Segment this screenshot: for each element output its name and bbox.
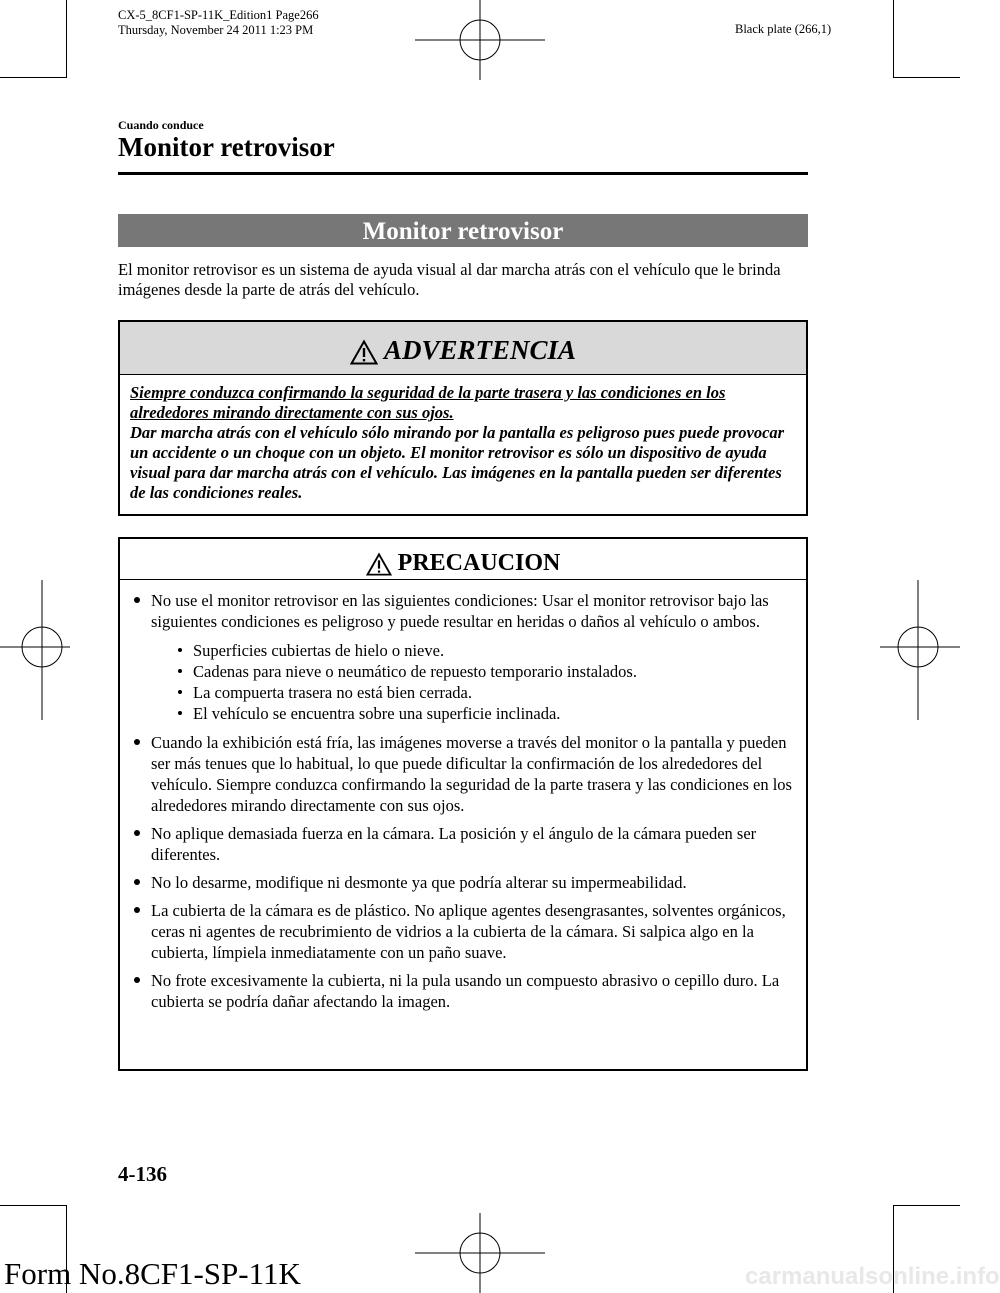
warning-underlined-text: Siempre conduzca confirmando la seguridad de la parte trasera y las condiciones en los alrededores mirando directamente con sus ojos. <box>130 383 726 422</box>
print-date-line: Thursday, November 24 2011 1:23 PM <box>118 23 314 37</box>
condition-item: La compuerta trasera no está bien cerrada. <box>151 682 796 703</box>
crop-mark <box>893 0 894 78</box>
warning-title: ADVERTENCIA <box>383 335 577 365</box>
warning-triangle-icon <box>366 553 392 576</box>
warning-body <box>120 375 806 503</box>
crop-mark <box>0 1205 67 1206</box>
crop-mark <box>893 77 960 78</box>
crosshair-registration-mark-icon <box>415 0 545 80</box>
crosshair-registration-mark-icon <box>880 580 960 720</box>
crop-mark <box>66 0 67 78</box>
caution-item: No frote excesivamente la cubierta, ni la pula usando un compuesto abrasivo o cepillo duro. La cubierta se podría dañar afectando la imagen. <box>130 970 796 1012</box>
warning-text: Dar marcha atrás con el vehículo sólo mirando por la pantalla es peligroso pues puede provocar un accidente o un choque con un objeto. El monitor retrovisor es sólo un dispositivo de ayuda visual para dar marcha atrás con el vehículo. Las imágenes en la pantalla pueden ser diferentes de las condiciones reales. <box>130 423 785 502</box>
print-metadata <box>118 8 319 38</box>
crop-mark <box>0 77 67 78</box>
crosshair-registration-mark-icon <box>415 1213 545 1293</box>
page-title: Monitor retrovisor <box>118 132 335 162</box>
caution-box <box>118 537 808 1071</box>
caution-item: No lo desarme, modifique ni desmonte ya que podría alterar su impermeabilidad. <box>130 872 796 893</box>
plate-label: Black plate (266,1) <box>735 22 832 36</box>
caution-header <box>120 539 806 580</box>
caution-item: La cubierta de la cámara es de plástico. No aplique agentes desengrasantes, solventes orgánicos, ceras ni agentes de recubrimiento de vidrios a la cubierta de la cámara. Si salpica algo en la cubierta, límpiela inmediatamente con un paño suave. <box>130 900 796 963</box>
form-number: Form No.8CF1-SP-11K <box>4 1256 301 1291</box>
title-divider <box>118 172 808 175</box>
warning-box <box>118 320 808 516</box>
section-label: Cuando conduce <box>118 118 204 132</box>
condition-list <box>151 640 796 724</box>
crosshair-registration-mark-icon <box>0 580 70 720</box>
caution-body <box>120 580 806 1012</box>
caution-title: PRECAUCION <box>397 550 561 576</box>
section-banner: Monitor retrovisor <box>118 214 808 247</box>
caution-item: No aplique demasiada fuerza en la cámara. La posición y el ángulo de la cámara pueden ser diferentes. <box>130 823 796 865</box>
print-file-line: CX-5_8CF1-SP-11K_Edition1 Page266 <box>118 8 319 22</box>
warning-triangle-icon <box>350 340 378 365</box>
page-number: 4-136 <box>118 1162 167 1186</box>
warning-header <box>120 322 806 375</box>
condition-item: Superficies cubiertas de hielo o nieve. <box>151 640 796 661</box>
caution-item <box>130 590 796 724</box>
caution-item: Cuando la exhibición está fría, las imágenes moverse a través del monitor o la pantalla y pueden ser más tenues que lo habitual, lo que puede dificultar la confirmación de los alrededores del vehículo. Siempre conduzca confirmando la seguridad de la parte trasera y las condiciones en los alrededores mirando directamente con sus ojos. <box>130 732 796 816</box>
watermark: carmanualsonline.info <box>745 1263 1000 1290</box>
intro-paragraph: El monitor retrovisor es un sistema de ayuda visual al dar marcha atrás con el vehículo que le brinda imágenes desde la parte de atrás del vehículo. <box>118 260 781 299</box>
condition-item: El vehículo se encuentra sobre una superficie inclinada. <box>151 703 796 724</box>
condition-item: Cadenas para nieve o neumático de repuesto temporario instalados. <box>151 661 796 682</box>
crop-mark <box>893 1205 960 1206</box>
caution-item-text: No use el monitor retrovisor en las siguientes condiciones: Usar el monitor retrovisor bajo las siguientes condiciones es peligroso y puede resultar en heridas o daños al vehículo o ambos. <box>151 591 769 631</box>
